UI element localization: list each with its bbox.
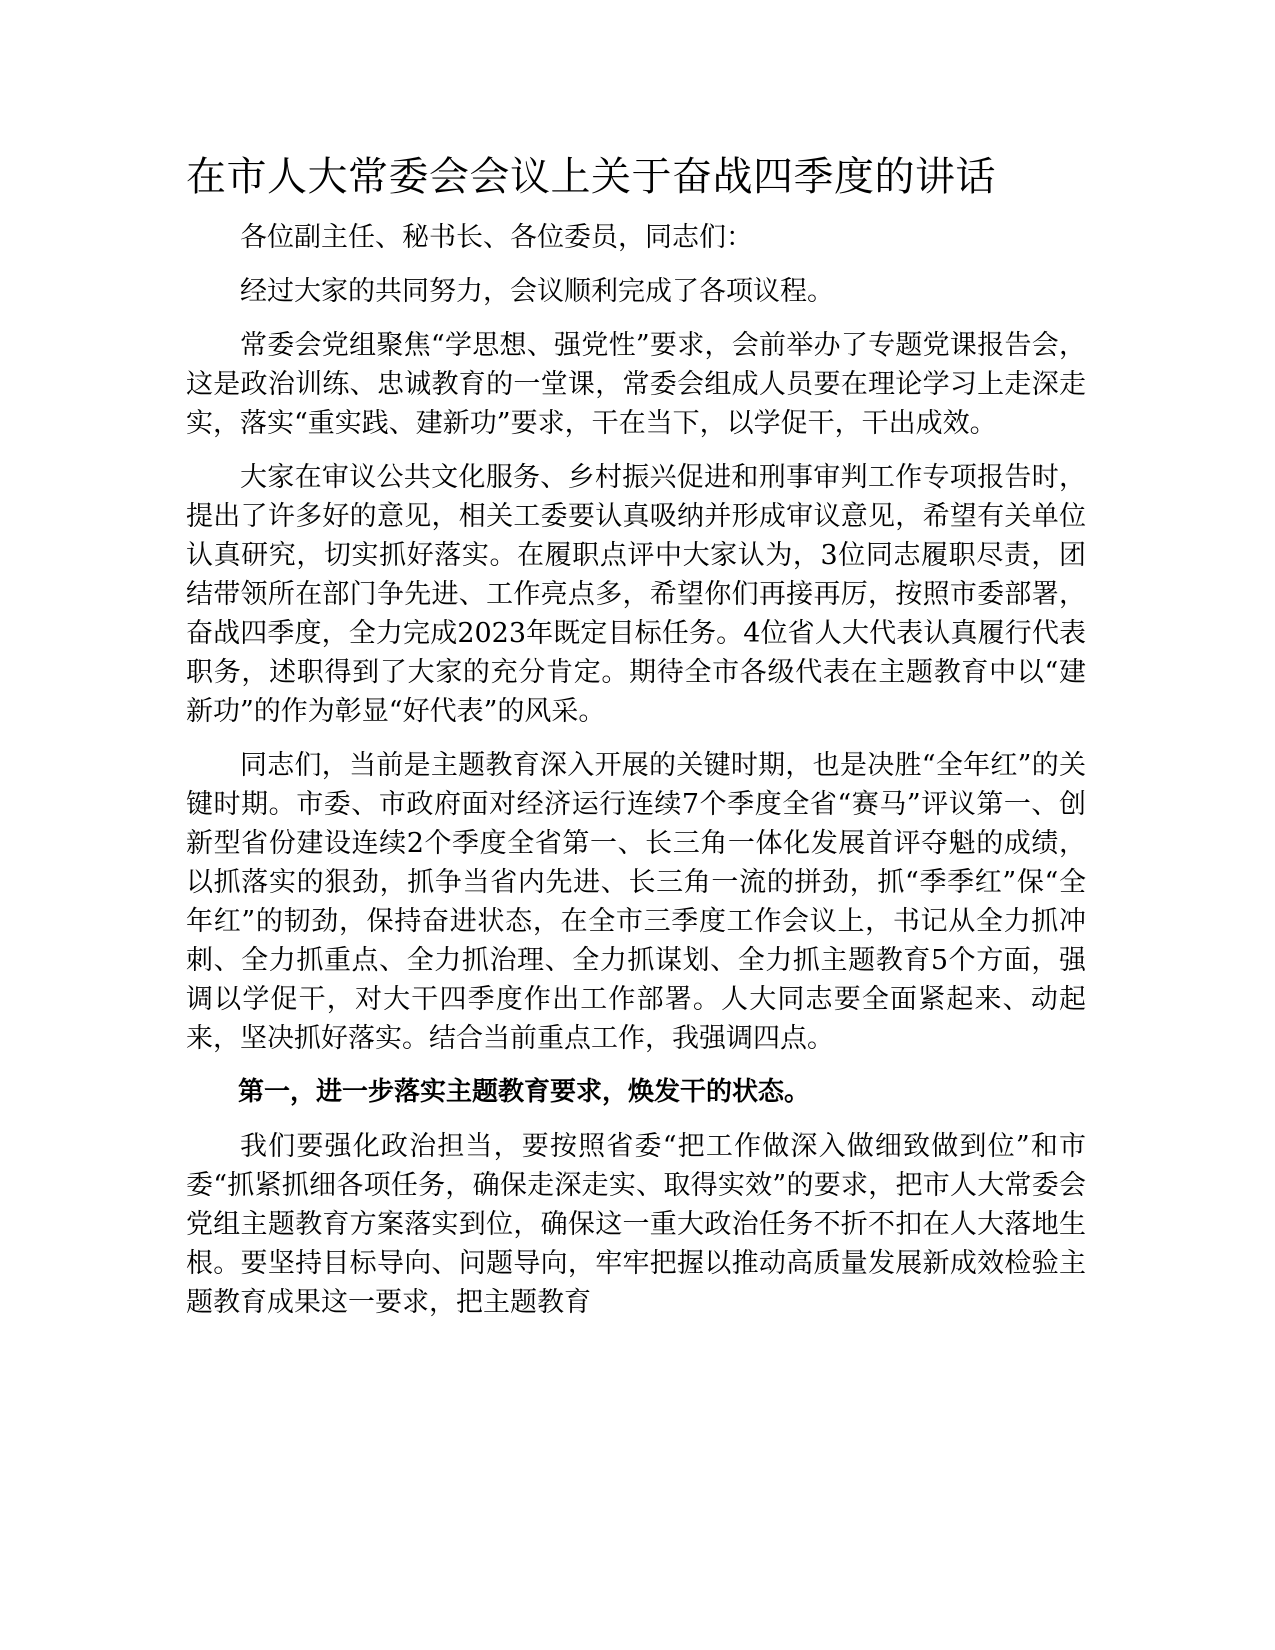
document-page (186, 148, 1086, 1337)
paragraph-political-duty: 我们要强化政治担当，要按照省委“把工作做深入做细致做到位”和市委“抓紧抓细各项任务，确保走深走实、取得实效”的要求，把市人大常委会党组主题教育方案落实到位，确保这一重大政治任务不折不扣在人大落地生根。要坚持目标导向、问题导向，牢牢把握以推动高质量发展新成效检验主题教育成果这一要求，把主题教育 (186, 1131, 1086, 1318)
paragraph-agenda-complete: 经过大家的共同努力，会议顺利完成了各项议程。 (240, 276, 834, 307)
paragraph-current-period: 同志们，当前是主题教育深入开展的关键时期，也是决胜“全年红”的关键时期。市委、市政府面对经济运行连续7个季度全省“赛马”评议第一、创新型省份建设连续2个季度全省第一、长三角一体化发展首评夺魁的成绩，以抓落实的狠劲，抓争当省内先进、长三角一流的拼劲，抓“季季红”保“全年红”的韧劲，保持奋进状态，在全市三季度工作会议上，书记从全力抓冲刺、全力抓重点、全力抓治理、全力抓谋划、全力抓主题教育5个方面，强调以学促干，对大干四季度作出工作部署。人大同志要全面紧起来、动起来，坚决抓好落实。结合当前重点工作，我强调四点。 (186, 750, 1086, 1054)
document-title: 在市人大常委会会议上关于奋战四季度的讲话 (186, 154, 996, 200)
paragraph-party-lecture: 常委会党组聚焦“学思想、强党性”要求，会前举办了专题党课报告会，这是政治训练、忠诚教育的一堂课，常委会组成人员要在理论学习上走深走实，落实“重实践、建新功”要求，干在当下，以学促干，干出成效。 (186, 330, 1086, 439)
section-heading-first: 第一，进一步落实主题教育要求，焕发干的状态。 (238, 1077, 811, 1107)
paragraph-review-opinions: 大家在审议公共文化服务、乡村振兴促进和刑事审判工作专项报告时，提出了许多好的意见，相关工委要认真吸纳并形成审议意见，希望有关单位认真研究，切实抓好落实。在履职点评中大家认为，3位同志履职尽责，团结带领所在部门争先进、工作亮点多，希望你们再接再厉，按照市委部署，奋战四季度，全力完成2023年既定目标任务。4位省人大代表认真履行代表职务，述职得到了大家的充分肯定。期待全市各级代表在主题教育中以“建新功”的作为彰显“好代表”的风采。 (186, 462, 1086, 727)
paragraph-salutation: 各位副主任、秘书长、各位委员，同志们： (240, 222, 753, 253)
